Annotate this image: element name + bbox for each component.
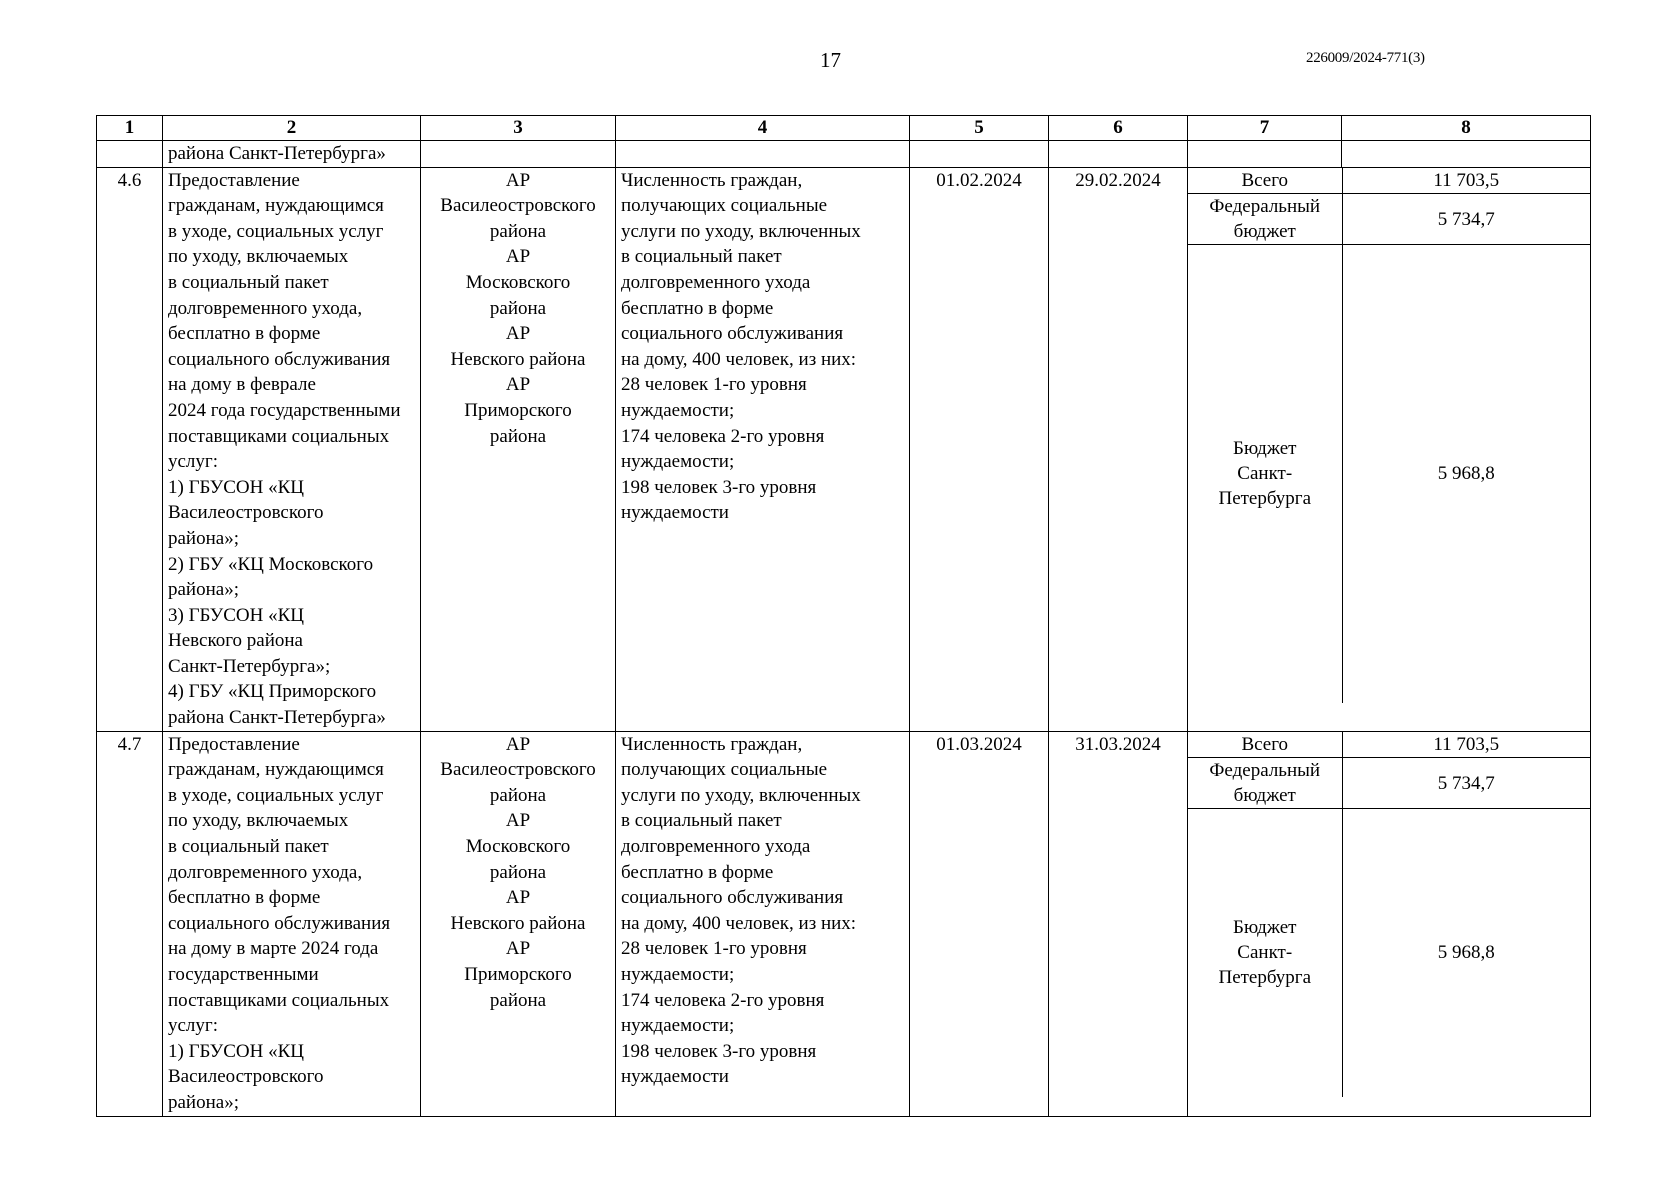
indicator-line: нуждаемости; bbox=[621, 451, 735, 473]
finance-row bbox=[1188, 732, 1590, 758]
indicator-line: бесплатно в форме bbox=[621, 861, 774, 883]
funding-source-line: бюджет bbox=[1233, 785, 1296, 807]
finance-row bbox=[1188, 168, 1590, 194]
executor-line: района bbox=[489, 861, 547, 883]
page-number: 17 bbox=[820, 48, 841, 72]
table-row bbox=[97, 167, 1591, 731]
description-line: 1) ГБУСОН «КЦ bbox=[168, 476, 305, 498]
executor-line: АР bbox=[505, 323, 531, 345]
indicator-line: на дому, 400 человек, из них: bbox=[621, 348, 857, 370]
description-line: на дому в марте 2024 года bbox=[168, 938, 379, 960]
table-header-row bbox=[97, 116, 1591, 141]
header-cell: 6 bbox=[1049, 116, 1188, 141]
indicator-line: нуждаемости; bbox=[621, 1015, 735, 1037]
executor-line: Приморского bbox=[464, 964, 572, 985]
description-line: района Санкт-Петербурга» bbox=[168, 707, 386, 729]
item-executors bbox=[421, 731, 616, 1116]
finance-table bbox=[1188, 168, 1590, 703]
header-cell: 3 bbox=[421, 116, 616, 141]
end-date: 31.03.2024 bbox=[1049, 731, 1188, 1116]
finance-row bbox=[1188, 809, 1590, 1097]
executor-line: района bbox=[489, 989, 547, 1011]
header-cell: 8 bbox=[1342, 116, 1591, 141]
item-number: 4.6 bbox=[97, 167, 163, 731]
funding-source-line: Федеральный bbox=[1209, 196, 1321, 218]
funding-source-line: Санкт- bbox=[1237, 463, 1293, 485]
indicator-line: в социальный пакет bbox=[621, 246, 782, 268]
funding-amount: 5 968,8 bbox=[1437, 942, 1495, 964]
indicator-line: 174 человека 2-го уровня bbox=[621, 989, 825, 1011]
description-line: района»; bbox=[168, 1091, 239, 1113]
indicator-line: услуги по уходу, включенных bbox=[621, 784, 861, 806]
funding-source bbox=[1188, 194, 1342, 245]
header-cell: 7 bbox=[1188, 116, 1342, 141]
table-row bbox=[97, 731, 1591, 1116]
indicator-line: нуждаемости bbox=[621, 502, 729, 524]
indicator-line: социального обслуживания bbox=[621, 887, 844, 909]
indicator-line: нуждаемости; bbox=[621, 399, 735, 421]
executor-line: Невского района bbox=[450, 912, 586, 934]
description-line: Санкт-Петербурга»; bbox=[168, 655, 331, 677]
executor-line: АР bbox=[505, 374, 531, 396]
description-line: государственными bbox=[168, 964, 319, 985]
description-line: в уходе, социальных услуг bbox=[168, 784, 384, 806]
description-line: 1) ГБУСОН «КЦ bbox=[168, 1040, 305, 1062]
indicator-line: 174 человека 2-го уровня bbox=[621, 425, 825, 447]
finance-table bbox=[1188, 732, 1590, 1097]
indicator-line: 28 человек 1-го уровня bbox=[621, 938, 807, 960]
indicator-line: услуги по уходу, включенных bbox=[621, 220, 861, 242]
description-line: гражданам, нуждающимся bbox=[168, 195, 384, 217]
finance-cell bbox=[1188, 731, 1591, 1116]
schedule-table bbox=[96, 115, 1591, 1117]
executor-line: района bbox=[489, 297, 547, 319]
description-line: на дому в феврале bbox=[168, 374, 316, 396]
description-line: в уходе, социальных услуг bbox=[168, 220, 384, 242]
funding-amount: 11 703,5 bbox=[1342, 168, 1590, 194]
executor-line: Василеостровского bbox=[440, 759, 596, 781]
indicator-line: получающих социальные bbox=[621, 759, 828, 781]
indicator-line: долговременного ухода bbox=[621, 271, 811, 293]
funding-source bbox=[1188, 245, 1342, 703]
executor-line: района bbox=[489, 784, 547, 806]
funding-source bbox=[1188, 168, 1342, 194]
executor-line: Приморского bbox=[464, 399, 572, 421]
funding-amount: 5 734,7 bbox=[1342, 194, 1590, 245]
item-executors bbox=[421, 167, 616, 731]
description-line: 3) ГБУСОН «КЦ bbox=[168, 604, 305, 626]
funding-source-line: Петербурга bbox=[1218, 488, 1312, 510]
funding-source bbox=[1188, 809, 1342, 1097]
indicator-line: Численность граждан, bbox=[621, 733, 803, 755]
description-line: социального обслуживания bbox=[168, 348, 391, 370]
executor-line: АР bbox=[505, 938, 531, 960]
description-line: Василеостровского bbox=[168, 1066, 324, 1088]
item-description bbox=[163, 731, 421, 1116]
executor-line: района bbox=[489, 220, 547, 242]
executor-line: АР bbox=[505, 169, 531, 191]
description-line: долговременного ухода, bbox=[168, 861, 363, 883]
executor-line: АР bbox=[505, 246, 531, 268]
indicator-line: в социальный пакет bbox=[621, 810, 782, 832]
item-number: 4.7 bbox=[97, 731, 163, 1116]
funding-source-line: Петербурга bbox=[1218, 967, 1312, 989]
start-date: 01.02.2024 bbox=[910, 167, 1049, 731]
funding-amount: 5 734,7 bbox=[1342, 758, 1590, 809]
indicator-line: на дому, 400 человек, из них: bbox=[621, 912, 857, 934]
description-line: района»; bbox=[168, 579, 239, 601]
funding-amount: 5 968,8 bbox=[1437, 463, 1495, 485]
item-description bbox=[163, 167, 421, 731]
description-line: гражданам, нуждающимся bbox=[168, 759, 384, 781]
description-line: поставщиками социальных bbox=[168, 989, 390, 1011]
description-line: Василеостровского bbox=[168, 502, 324, 524]
funding-source-line: Бюджет bbox=[1233, 438, 1297, 460]
description-line: в социальный пакет bbox=[168, 836, 329, 858]
funding-source bbox=[1188, 758, 1342, 809]
description-line: социального обслуживания bbox=[168, 912, 391, 934]
funding-source-line: Санкт- bbox=[1237, 942, 1293, 964]
end-date: 29.02.2024 bbox=[1049, 167, 1188, 731]
description-line: Предоставление bbox=[168, 733, 300, 755]
document-id: 226009/2024-771(3) bbox=[1306, 50, 1425, 66]
executor-line: Московского bbox=[465, 836, 571, 858]
description-line: 2) ГБУ «КЦ Московского bbox=[168, 553, 374, 575]
header-cell: 4 bbox=[616, 116, 910, 141]
finance-row bbox=[1188, 194, 1590, 245]
finance-row bbox=[1188, 758, 1590, 809]
header-cell: 2 bbox=[163, 116, 421, 141]
header-cell: 1 bbox=[97, 116, 163, 141]
indicator-line: получающих социальные bbox=[621, 195, 828, 217]
start-date: 01.03.2024 bbox=[910, 731, 1049, 1116]
description-line: бесплатно в форме bbox=[168, 887, 321, 909]
indicator-line: 198 человек 3-го уровня bbox=[621, 476, 817, 498]
funding-source-line: Бюджет bbox=[1233, 917, 1297, 939]
indicator-line: нуждаемости; bbox=[621, 964, 735, 985]
funding-source-line: бюджет bbox=[1233, 221, 1296, 243]
continuation-row bbox=[97, 141, 1591, 168]
description-line: бесплатно в форме bbox=[168, 323, 321, 345]
description-line: по уходу, включаемых bbox=[168, 810, 349, 832]
executor-line: АР bbox=[505, 733, 531, 755]
description-line: Невского района bbox=[168, 630, 303, 652]
funding-amount: 11 703,5 bbox=[1342, 732, 1590, 758]
indicator-line: Численность граждан, bbox=[621, 169, 803, 191]
executor-line: района bbox=[489, 425, 547, 447]
funding-source-line: Федеральный bbox=[1209, 760, 1321, 782]
item-indicator bbox=[616, 731, 910, 1116]
description-line: 2024 года государственными bbox=[168, 399, 401, 421]
description-line: по уходу, включаемых bbox=[168, 246, 349, 268]
indicator-line: 28 человек 1-го уровня bbox=[621, 374, 807, 396]
executor-line: Московского bbox=[465, 271, 571, 293]
description-line: услуг: bbox=[168, 1015, 218, 1037]
description-line: услуг: bbox=[168, 451, 218, 473]
indicator-line: 198 человек 3-го уровня bbox=[621, 1040, 817, 1062]
description-line: района»; bbox=[168, 527, 239, 549]
executor-line: Невского района bbox=[450, 348, 586, 370]
funding-source-line: Всего bbox=[1241, 169, 1289, 191]
executor-line: Василеостровского bbox=[440, 195, 596, 217]
executor-line: АР bbox=[505, 887, 531, 909]
finance-row bbox=[1188, 245, 1590, 703]
continuation-text: района Санкт-Петербурга» bbox=[163, 141, 421, 168]
funding-source bbox=[1188, 732, 1342, 758]
header-cell: 5 bbox=[910, 116, 1049, 141]
indicator-line: социального обслуживания bbox=[621, 323, 844, 345]
description-line: 4) ГБУ «КЦ Приморского bbox=[168, 681, 377, 703]
finance-cell bbox=[1188, 167, 1591, 731]
item-indicator bbox=[616, 167, 910, 731]
indicator-line: долговременного ухода bbox=[621, 836, 811, 858]
description-line: Предоставление bbox=[168, 169, 300, 191]
funding-source-line: Всего bbox=[1241, 733, 1289, 755]
description-line: в социальный пакет bbox=[168, 271, 329, 293]
executor-line: АР bbox=[505, 810, 531, 832]
description-line: поставщиками социальных bbox=[168, 425, 390, 447]
indicator-line: нуждаемости bbox=[621, 1066, 729, 1088]
indicator-line: бесплатно в форме bbox=[621, 297, 774, 319]
description-line: долговременного ухода, bbox=[168, 297, 363, 319]
